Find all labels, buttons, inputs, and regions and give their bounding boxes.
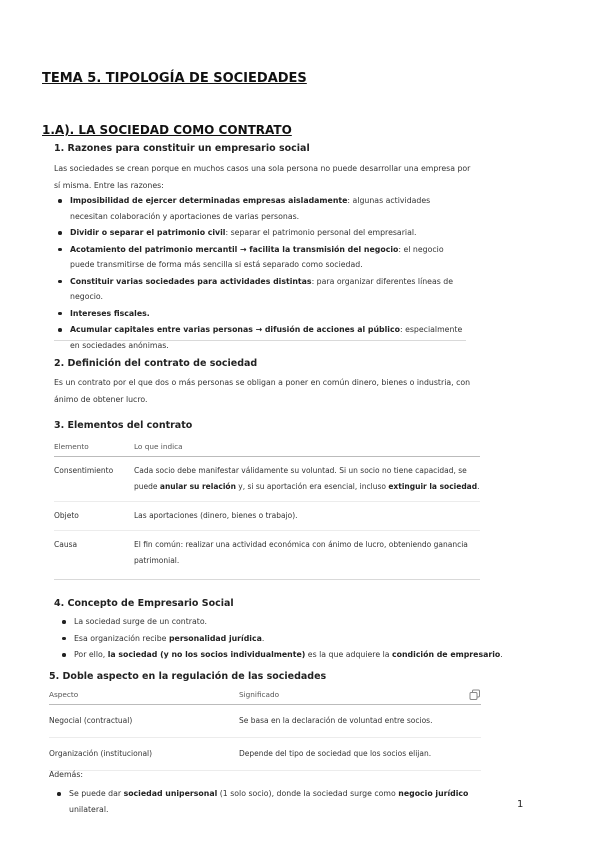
list-item: Por ello, la sociedad (y no los socios individualmente) es la que adquiere la condición de empresario.: [60, 647, 500, 663]
s1-intro: Las sociedades se crean porque en muchos casos una sola persona no puede desarrollar una empresa por sí misma. Entre las razones:: [54, 164, 471, 190]
list-item: La sociedad surge de un contrato.: [60, 614, 500, 630]
table-cell: El fin común: realizar una actividad económica con ánimo de lucro, obteniendo ganancia patrimonial.: [134, 540, 468, 565]
aspects-table: [49, 684, 481, 771]
table-cell: Objeto: [54, 511, 79, 520]
table-row: [54, 457, 480, 502]
document-title: TEMA 5. TIPOLOGÍA DE SOCIEDADES: [42, 71, 307, 86]
table-row: [49, 705, 481, 738]
table-cell: Negocial (contractual): [49, 716, 133, 725]
column-header: Aspecto: [49, 689, 79, 699]
list-item: Constituir varias sociedades para actividades distintas: para organizar diferentes líneas de negocio.: [56, 274, 466, 305]
table-cell: Consentimiento: [54, 466, 114, 475]
divider: [54, 340, 466, 341]
table-cell: Organización (institucional): [49, 749, 153, 758]
table-cell: Cada socio debe manifestar válidamente su voluntad. Si un socio no tiene capacidad, se puede anular su relación y, si su aportación era esencial, incluso extinguir la sociedad.: [134, 466, 480, 491]
table-header-row: [54, 436, 480, 457]
list-item: Intereses fiscales.: [56, 306, 466, 322]
ademas-label: Además:: [49, 770, 84, 779]
list-item: Esa organización recibe personalidad jurídica.: [60, 631, 500, 647]
list-item: Imposibilidad de ejercer determinadas empresas aisladamente: algunas actividades necesitan colaboración y aportaciones de varias personas.: [56, 193, 466, 224]
s2-text: Es un contrato por el que dos o más personas se obligan a poner en común dinero, bienes o industria, con ánimo de obtener lucro.: [54, 378, 471, 404]
section-heading: 1.A). LA SOCIEDAD COMO CONTRATO: [42, 123, 292, 137]
s3-heading: 3. Elementos del contrato: [54, 420, 193, 431]
divider: [54, 579, 480, 580]
s4-list: [60, 614, 503, 664]
table-cell: Causa: [54, 540, 78, 549]
list-item: Acumular capitales entre varias personas → difusión de acciones al público: especialmente en sociedades anónimas.: [56, 322, 466, 353]
s1-list: [56, 193, 466, 354]
column-header: Lo que indica: [134, 441, 183, 451]
table-row: [54, 502, 480, 531]
s5-list: [55, 786, 475, 818]
column-header: Significado: [239, 689, 280, 699]
s4-heading: 4. Concepto de Empresario Social: [54, 598, 234, 609]
table-row: [49, 738, 481, 771]
table-header-row: [49, 684, 481, 705]
table-cell: Se basa en la declaración de voluntad entre socios.: [239, 716, 433, 725]
table-cell: Las aportaciones (dinero, bienes o trabajo).: [134, 511, 298, 520]
list-item: Acotamiento del patrimonio mercantil → facilita la transmisión del negocio: el negocio puede transmitirse de forma más sencilla si está separado como sociedad.: [56, 242, 466, 273]
page-number: 1: [517, 799, 524, 810]
list-item: Dividir o separar el patrimonio civil: separar el patrimonio personal del empresarial.: [56, 225, 466, 241]
table-row: [54, 531, 480, 576]
column-header: Elemento: [54, 441, 89, 451]
list-item: Se puede dar sociedad unipersonal (1 solo socio), donde la sociedad surge como negocio jurídico unilateral.: [55, 786, 475, 817]
table-cell: Depende del tipo de sociedad que los socios elijan.: [239, 749, 432, 758]
elements-table: [54, 436, 480, 575]
s2-heading: 2. Definición del contrato de sociedad: [54, 358, 258, 369]
s5-heading: 5. Doble aspecto en la regulación de las sociedades: [49, 671, 327, 682]
s1-heading: 1. Razones para constituir un empresario social: [54, 143, 310, 154]
